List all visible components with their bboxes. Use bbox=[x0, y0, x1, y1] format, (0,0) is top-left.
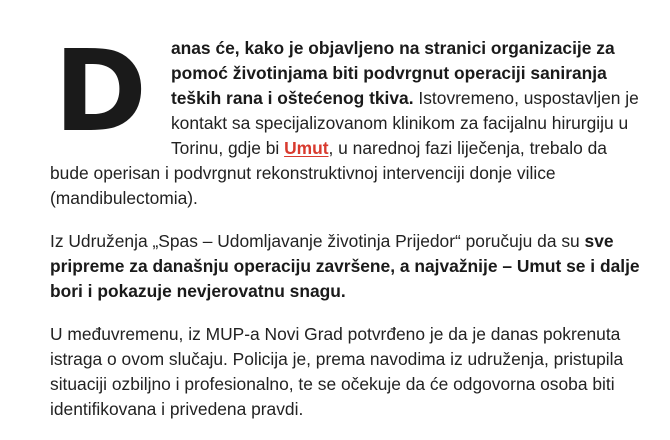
lead-bold-text: anas će, kako je objavljeno na stranici organizacije za pomoć životinjama biti podvrgnut operaciji saniranja teških rana i oštećenog tkiva. bbox=[170, 38, 615, 108]
paragraph-3-text: U međuvremenu, iz MUP-a Novi Grad potvrđeno je da je danas pokrenuta istraga o ovom slučaju. Policija je, prema navodima iz udruženja, pristupila situaciji ozbiljno i profesionalno, te se očekuje da će odgovorna osoba biti identifikovana i privedena pravdi. bbox=[50, 324, 624, 419]
paragraph-2 bbox=[50, 229, 640, 304]
umut-link[interactable]: Umut bbox=[284, 138, 329, 158]
paragraph-2-text: Iz Udruženja „Spas – Udomljavanje životinja Prijedor“ poručuju da su bbox=[50, 231, 585, 251]
paragraph-1 bbox=[50, 27, 640, 211]
paragraph-1-text-end: , u narednoj fazi liječenja, trebalo da bude operisan i podvrgnut rekonstruktivnoj intervenciji donje vilice (mandibulectomia). bbox=[50, 138, 607, 208]
paragraph-2-bold-text: sve pripreme za današnju operaciju završene, a najvažnije – Umut se i dalje bori i pokazuje nevjerovatnu snagu. bbox=[50, 231, 640, 301]
article-body bbox=[50, 27, 640, 440]
drop-cap: D bbox=[54, 27, 147, 157]
paragraph-1-text: Istovremeno, uspostavljen je kontakt sa specijalizovanom klinikom za facijalnu hirurgiju u Torinu, gdje bi bbox=[170, 88, 639, 158]
paragraph-3 bbox=[50, 322, 640, 422]
